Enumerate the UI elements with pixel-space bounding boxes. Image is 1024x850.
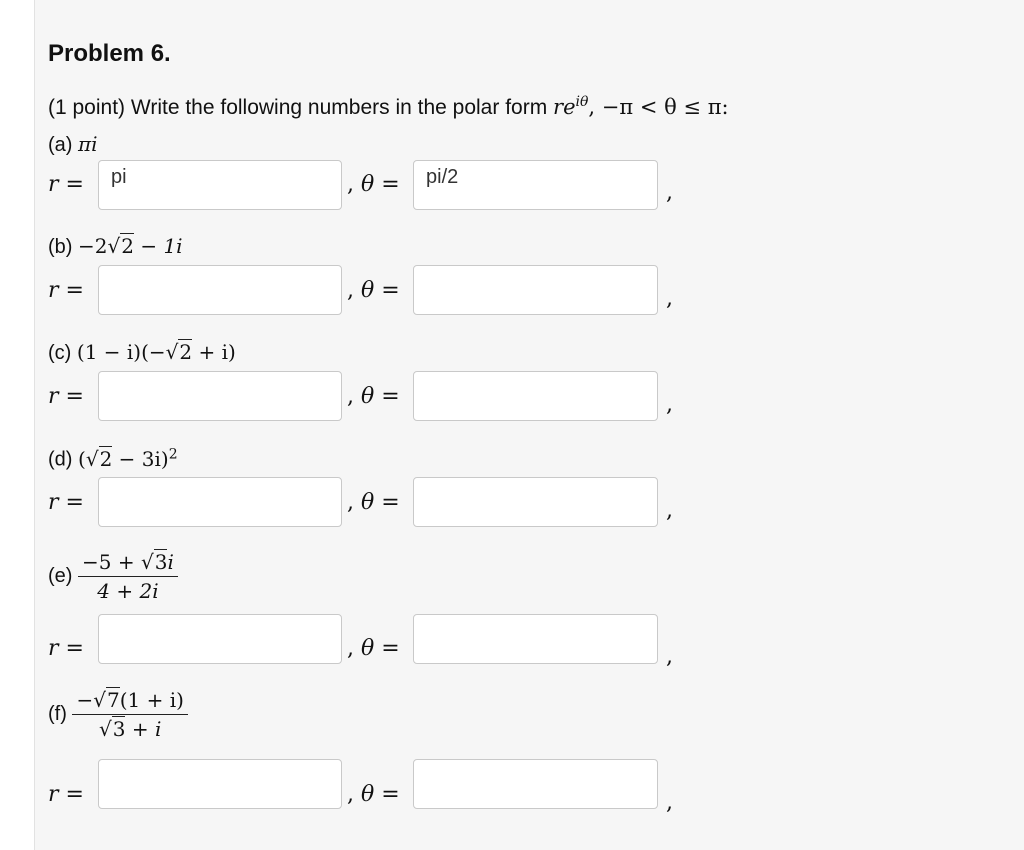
part-f-question: (f) $\frac{-√7(1 + i)}{√3 + i}$ — [48, 688, 188, 741]
part-b-trailing-comma: , — [666, 286, 673, 311]
part-f-trailing-comma: , — [666, 790, 673, 815]
part-a-question: (a) πi — [48, 132, 98, 156]
part-d-question: (d) $(√2 - 3i)^2$ — [48, 446, 178, 471]
part-b-theta-label: , θ = — [347, 278, 400, 303]
part-c-theta-label: , θ = — [347, 384, 400, 409]
part-f-theta-input[interactable] — [413, 759, 658, 809]
part-a-theta-label: , θ = — [347, 172, 400, 197]
problem-title: Problem 6. — [48, 40, 171, 67]
problem-instruction — [48, 94, 729, 120]
part-e-r-label: r = — [48, 636, 84, 661]
part-c-trailing-comma: , — [666, 392, 673, 417]
part-f-r-label: r = — [48, 782, 84, 807]
part-e-fraction: $\frac{-5 + √3i}{4 + 2i}$ — [78, 550, 178, 603]
part-c-r-label: r = — [48, 384, 84, 409]
points-label: (1 point) — [48, 96, 126, 119]
part-f-fraction: $\frac{-√7(1 + i)}{√3 + i}$ — [72, 688, 187, 741]
part-d-r-label: r = — [48, 490, 84, 515]
part-c-question: (c) (1 − i)(−√2 + i) — [48, 340, 236, 364]
instruction-text: Write the following numbers in the polar form — [130, 96, 548, 119]
part-d-r-input[interactable] — [98, 477, 342, 527]
part-d-trailing-comma: , — [666, 498, 673, 523]
part-c-r-input[interactable] — [98, 371, 342, 421]
part-e-theta-input[interactable] — [413, 614, 658, 664]
part-b-r-input[interactable] — [98, 265, 342, 315]
part-b-r-label: r = — [48, 278, 84, 303]
part-d-theta-input[interactable] — [413, 477, 658, 527]
part-b-theta-input[interactable] — [413, 265, 658, 315]
part-b-question: (b) −2√2 − 1i — [48, 234, 183, 258]
part-a-theta-input[interactable] — [413, 160, 658, 210]
part-e-question: (e) $\frac{-5 + √3i}{4 + 2i}$ — [48, 550, 178, 603]
part-d-theta-label: , θ = — [347, 490, 400, 515]
part-c-theta-input[interactable] — [413, 371, 658, 421]
part-a-trailing-comma: , — [666, 180, 673, 205]
part-e-r-input[interactable] — [98, 614, 342, 664]
part-f-theta-label: , θ = — [347, 782, 400, 807]
part-e-theta-label: , θ = — [347, 636, 400, 661]
angle-range: , −π < θ ≤ π: — [588, 95, 729, 119]
polar-form-expression: $re^{i\theta}$ — [553, 94, 589, 119]
part-a-r-label: r = — [48, 172, 84, 197]
part-e-trailing-comma: , — [666, 644, 673, 669]
part-f-r-input[interactable] — [98, 759, 342, 809]
part-a-r-input[interactable] — [98, 160, 342, 210]
